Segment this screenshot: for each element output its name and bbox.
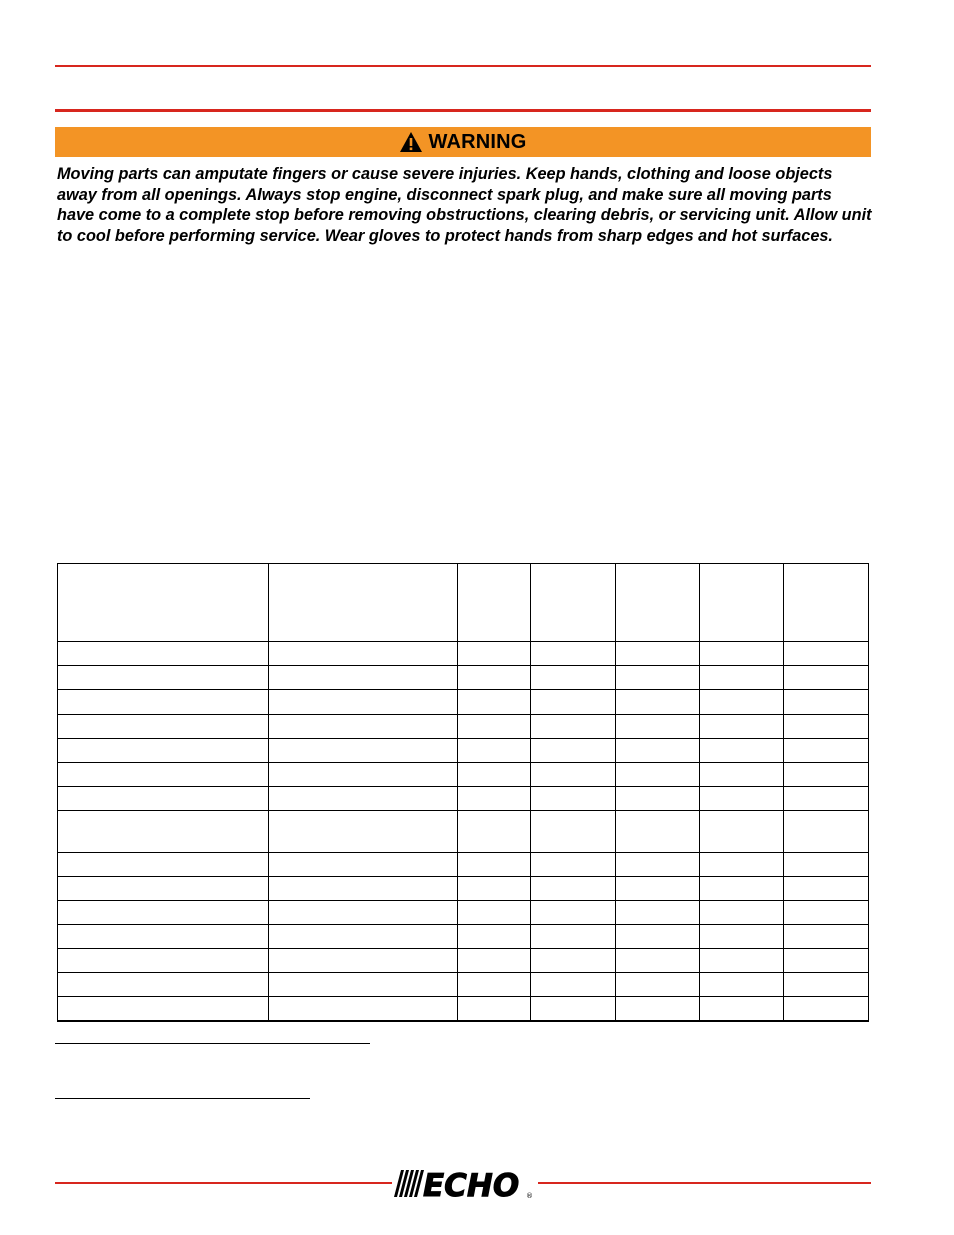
warning-text: Moving parts can amputate fingers or cause severe injuries. Keep hands, clothing and loose objects away from all openings. Always stop engine, disconnect spark plug, and make sure all moving parts have come to a complete stop before removing obstructions, clearing debris, or servicing unit. Allow unit to cool before performing service. Wear gloves to protect hands from sharp edges and hot surfaces. xyxy=(57,165,872,245)
table-cell xyxy=(700,901,784,925)
table-cell xyxy=(58,997,269,1021)
table-cell xyxy=(784,642,869,666)
footer-rule-right xyxy=(538,1182,871,1184)
table-cell xyxy=(616,901,700,925)
table-cell xyxy=(458,564,531,642)
table-cell xyxy=(58,925,269,949)
table-cell xyxy=(616,925,700,949)
table-cell xyxy=(268,715,458,739)
table-cell xyxy=(700,763,784,787)
table-cell xyxy=(616,811,700,853)
section-rule xyxy=(55,109,871,112)
table-cell xyxy=(784,811,869,853)
table-cell xyxy=(784,925,869,949)
table-cell xyxy=(616,997,700,1021)
table-cell xyxy=(458,973,531,997)
table-cell xyxy=(531,973,616,997)
table-cell xyxy=(700,564,784,642)
table-cell xyxy=(268,690,458,715)
table-cell xyxy=(616,787,700,811)
echo-logo xyxy=(393,1167,535,1200)
table-cell xyxy=(616,973,700,997)
table-cell xyxy=(268,787,458,811)
table-cell xyxy=(531,925,616,949)
table-cell xyxy=(531,997,616,1021)
table-cell xyxy=(531,690,616,715)
table-row xyxy=(58,642,869,666)
table-cell xyxy=(616,642,700,666)
table-cell xyxy=(531,949,616,973)
table-header-row xyxy=(58,564,869,642)
table-cell xyxy=(268,811,458,853)
table-cell xyxy=(58,666,269,690)
table-cell xyxy=(531,564,616,642)
warning-heading: WARNING xyxy=(428,130,527,153)
table-cell xyxy=(700,715,784,739)
table-cell xyxy=(458,642,531,666)
table-cell xyxy=(531,715,616,739)
table-cell xyxy=(268,877,458,901)
table-cell xyxy=(58,739,269,763)
table-cell xyxy=(700,739,784,763)
table-cell xyxy=(58,690,269,715)
table-cell xyxy=(784,901,869,925)
table-cell xyxy=(784,787,869,811)
table-cell xyxy=(700,853,784,877)
table-cell xyxy=(531,666,616,690)
table-cell xyxy=(784,877,869,901)
table-cell xyxy=(458,739,531,763)
table-cell xyxy=(784,564,869,642)
table-cell xyxy=(700,787,784,811)
table-cell xyxy=(700,949,784,973)
table-row xyxy=(58,853,869,877)
table-row xyxy=(58,666,869,690)
table-cell xyxy=(458,666,531,690)
table-cell xyxy=(616,877,700,901)
header-rule xyxy=(55,65,871,67)
warning-triangle-icon xyxy=(399,131,423,153)
table-cell xyxy=(531,853,616,877)
table-cell xyxy=(531,811,616,853)
table-row xyxy=(58,787,869,811)
table-cell xyxy=(268,925,458,949)
table-cell xyxy=(616,949,700,973)
table-cell xyxy=(458,853,531,877)
table-row xyxy=(58,715,869,739)
table-row xyxy=(58,811,869,853)
table-cell xyxy=(784,715,869,739)
footnote-rule xyxy=(55,1043,370,1044)
table-cell xyxy=(268,901,458,925)
table-cell xyxy=(700,690,784,715)
table-cell xyxy=(458,925,531,949)
table-cell xyxy=(784,949,869,973)
footnote-rule xyxy=(55,1098,310,1099)
table-cell xyxy=(700,925,784,949)
table-cell xyxy=(784,853,869,877)
table-cell xyxy=(531,642,616,666)
table-cell xyxy=(700,973,784,997)
table-cell xyxy=(268,564,458,642)
table-cell xyxy=(531,739,616,763)
table-cell xyxy=(616,853,700,877)
table-cell xyxy=(784,690,869,715)
table-cell xyxy=(700,642,784,666)
echo-logo-text: ECHO xyxy=(423,1168,520,1200)
table-cell xyxy=(784,763,869,787)
table-cell xyxy=(58,973,269,997)
table-cell xyxy=(616,763,700,787)
table-cell xyxy=(458,690,531,715)
table-cell xyxy=(700,666,784,690)
table-cell xyxy=(531,787,616,811)
table-cell xyxy=(58,811,269,853)
table-cell xyxy=(268,642,458,666)
table-cell xyxy=(268,997,458,1021)
table-cell xyxy=(700,877,784,901)
table-cell xyxy=(616,739,700,763)
table-cell xyxy=(58,564,269,642)
table-cell xyxy=(268,666,458,690)
table-cell xyxy=(58,949,269,973)
table-cell xyxy=(458,997,531,1021)
table-cell xyxy=(616,666,700,690)
table-cell xyxy=(58,853,269,877)
warning-banner xyxy=(55,127,871,157)
footer-rule-left xyxy=(55,1182,392,1184)
table-cell xyxy=(268,973,458,997)
table-row xyxy=(58,925,869,949)
table-cell xyxy=(784,997,869,1021)
table-cell xyxy=(458,715,531,739)
table-cell xyxy=(531,901,616,925)
table-cell xyxy=(458,787,531,811)
table-cell xyxy=(700,811,784,853)
table-cell xyxy=(268,949,458,973)
table-cell xyxy=(58,901,269,925)
table-cell xyxy=(616,564,700,642)
table-cell xyxy=(58,763,269,787)
table-cell xyxy=(58,787,269,811)
table-row xyxy=(58,877,869,901)
table-cell xyxy=(458,877,531,901)
table-cell xyxy=(531,877,616,901)
table-cell xyxy=(616,715,700,739)
table-cell xyxy=(458,763,531,787)
table-cell xyxy=(784,739,869,763)
table-row xyxy=(58,901,869,925)
table-cell xyxy=(784,973,869,997)
table-cell xyxy=(58,715,269,739)
table-cell xyxy=(784,666,869,690)
table-cell xyxy=(268,739,458,763)
table-cell xyxy=(268,763,458,787)
table-row xyxy=(58,997,869,1021)
table-cell xyxy=(458,811,531,853)
spec-table xyxy=(57,563,869,1022)
table-row xyxy=(58,690,869,715)
table-cell xyxy=(268,853,458,877)
table-cell xyxy=(458,949,531,973)
table-cell xyxy=(58,877,269,901)
table-cell xyxy=(700,997,784,1021)
table-row xyxy=(58,973,869,997)
table-row xyxy=(58,949,869,973)
table-row xyxy=(58,763,869,787)
table-row xyxy=(58,739,869,763)
table-cell xyxy=(531,763,616,787)
registered-mark: ® xyxy=(526,1192,533,1200)
table-cell xyxy=(58,642,269,666)
table-cell xyxy=(458,901,531,925)
table-cell xyxy=(616,690,700,715)
